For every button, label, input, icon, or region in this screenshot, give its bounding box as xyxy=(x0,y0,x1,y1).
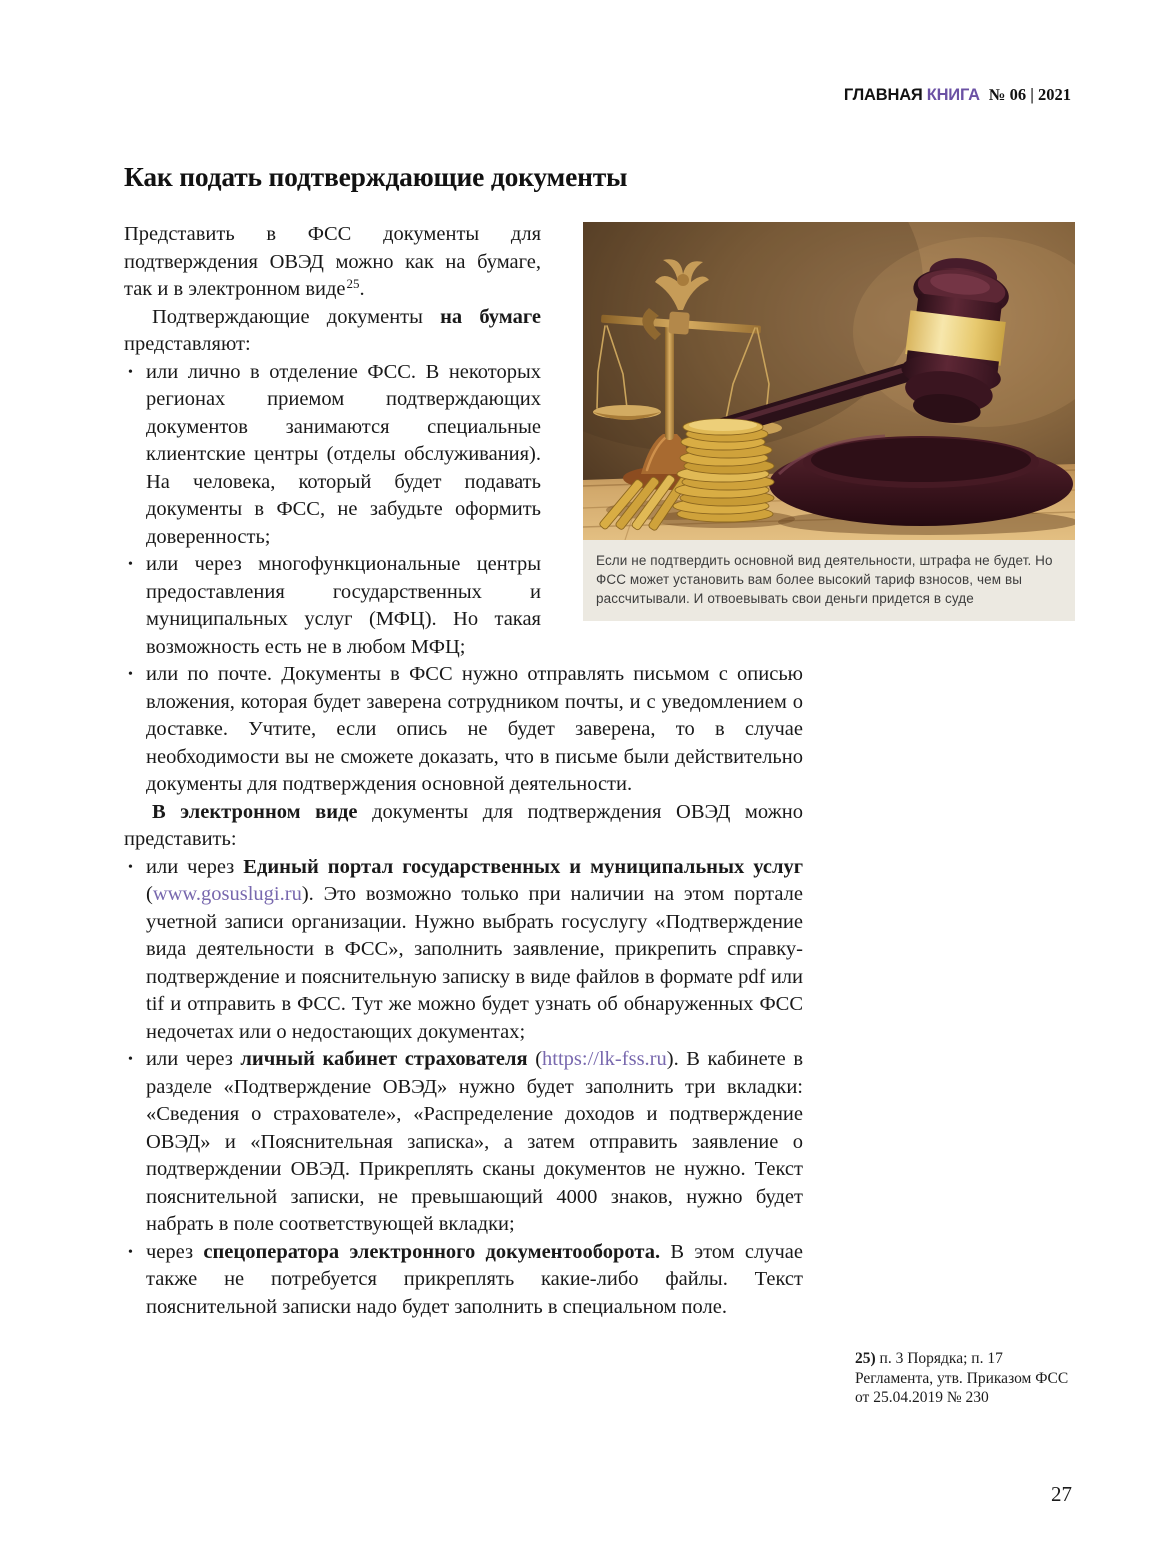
text-run: Представить в ФСС документы для подтверждения ОВЭД можно как на бумаге, так и в электронном виде xyxy=(124,223,541,300)
external-link[interactable]: https://lk-fss.ru xyxy=(542,1048,667,1070)
text-run: ( xyxy=(146,883,153,905)
photo-figure xyxy=(583,222,1075,621)
list-item-text xyxy=(146,361,541,548)
list-item-text xyxy=(146,663,803,795)
list-item-text xyxy=(146,856,803,1043)
photo-caption: Если не подтвердить основной вид деятельности, штрафа не будет. Но ФСС может установить вам более высокий тариф взносов, чем вы рассчитывали. И отвоевывать свои деньги придется в суде xyxy=(583,540,1075,621)
bullet-dot: • xyxy=(128,1244,133,1260)
bullet-dot: • xyxy=(128,1052,133,1067)
list-item-text xyxy=(146,1241,803,1318)
text-run: В электронном виде xyxy=(152,800,358,823)
bullet-dot: • xyxy=(128,557,133,572)
bullet-dot: • xyxy=(128,364,133,380)
bullet-dot: • xyxy=(128,859,133,875)
paragraph xyxy=(124,799,803,854)
list-item xyxy=(124,1046,803,1239)
text-run: или лично в отделение ФСС. В некоторых регионах приемом подтверждающих документов занимаются специальные клиентские центры (отделы обслуживания). На человека, который будет подавать документы в ФСС, не забудьте оформить доверенность; xyxy=(146,360,541,548)
footnote-ref: 25 xyxy=(346,276,360,292)
text-run: личный кабинет страхователя xyxy=(240,1048,528,1070)
text-run: или по почте. Документы в ФСС нужно отправлять письмом с описью вложения, которая будет заверена сотрудником почты, и с уведомлением о доставке. Учтите, если опись не будет заверена, то в случае необходимости вы не сможете доказать, что в письме были действительно документы для подтверждения основной деятельности. xyxy=(146,663,803,795)
footnote-text: п. 3 Порядка; п. 17 Регламента, утв. Приказом ФСС от 25.04.2019 № 230 xyxy=(855,1350,1069,1406)
text-run: В этом случае также не потребуется прикреплять какие-либо файлы. Текст пояснительной записки надо будет заполнить в специальном поле. xyxy=(146,1240,803,1318)
list-item-text xyxy=(146,1048,803,1235)
list-item xyxy=(124,1239,803,1322)
list-item xyxy=(124,854,803,1047)
text-run: ). Это возможно только при наличии на этом портале учетной записи организации. Нужно выбрать госуслугу «Подтверждение вида деятельности в ФСС», заполнить заявление, прикрепить справку-подтверждение и пояснительную записку в виде файлов в формате pdf или tif и отправить в ФСС. Тут же можно будет узнать об обнаруженных ФСС недочетах или о недостающих документах; xyxy=(146,883,803,1043)
text-run: документы для подтверждения ОВЭД можно представить: xyxy=(124,800,803,850)
text-run: на бумаге xyxy=(440,305,541,328)
text-run: Подтверждающие документы xyxy=(152,305,441,328)
text-run: ). В кабинете в разделе «Подтверждение ОВЭД» нужно будет заполнить три вкладки: «Сведения о страхователе», «Распределение доходов и подтверждение ОВЭД» и «Пояснительная записка», а затем отправить заявление о подтверждении ОВЭД. Прикреплять сканы документов не нужно. Текст пояснительной записки, не превышающий 4000 знаков, нужно будет набрать в поле соответствующей вкладки; xyxy=(146,1048,803,1235)
footnote xyxy=(855,1349,1075,1408)
issue-header xyxy=(844,85,1071,105)
magazine-name-black: ГЛАВНАЯ xyxy=(843,86,923,104)
text-run: или через xyxy=(146,855,244,878)
bullet-dot: • xyxy=(128,667,133,682)
list-item xyxy=(124,661,803,799)
footnote-marker: 25) xyxy=(855,1350,876,1367)
text-run: через xyxy=(146,1240,204,1263)
magazine-name-purple: КНИГА xyxy=(926,86,980,104)
text-run: Единый портал государственных и муниципальных услуг xyxy=(243,855,804,878)
text-run: представляют: xyxy=(124,333,251,355)
page-number: 27 xyxy=(1051,1482,1072,1506)
text-run: или через xyxy=(146,1048,241,1070)
external-link[interactable]: www.gosuslugi.ru xyxy=(152,883,302,905)
article-title: Как подать подтверждающие документы xyxy=(124,161,628,192)
gavel-scales-photo xyxy=(583,222,1075,540)
text-run: . xyxy=(359,278,365,300)
list-item-text xyxy=(146,553,541,658)
text-run: спецоператора электронного документооборота. xyxy=(203,1240,661,1263)
issue-number: № 06 | 2021 xyxy=(988,85,1071,104)
text-run: или через многофункциональные центры предоставления государственных и муниципальных услуг (МФЦ). Но такая возможность есть не в любом МФЦ; xyxy=(146,553,541,658)
text-run: ( xyxy=(527,1048,543,1070)
